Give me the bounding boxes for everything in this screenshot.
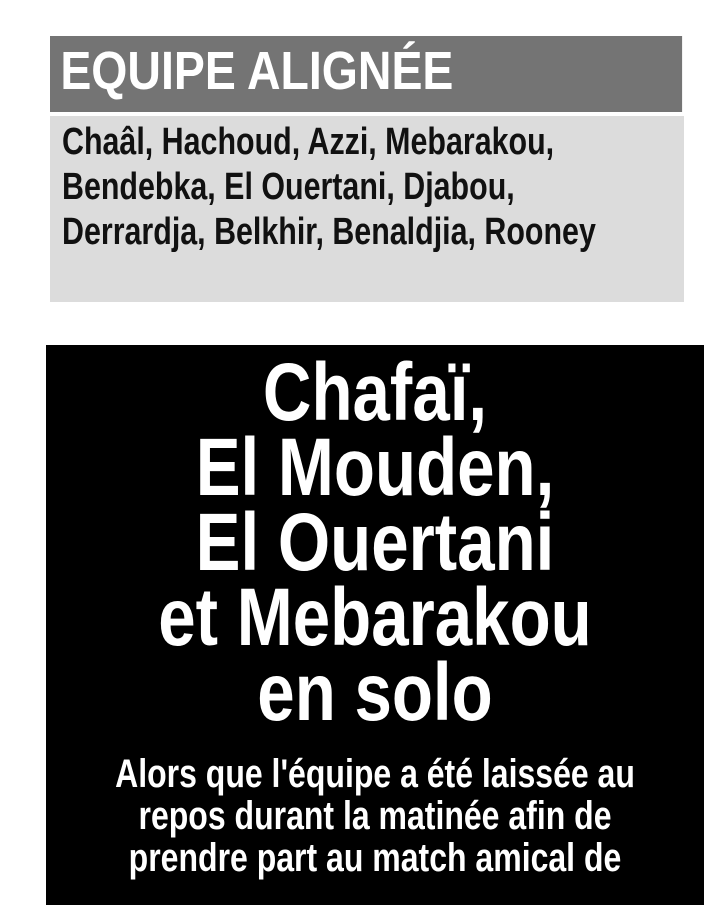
lineup-body bbox=[50, 116, 684, 302]
headline-line: Chafaï, bbox=[262, 347, 488, 438]
article-lede bbox=[46, 753, 704, 879]
lineup-header bbox=[50, 36, 682, 112]
lede-line: repos durant la matinée afin de bbox=[138, 794, 612, 838]
headline-line: en solo bbox=[257, 647, 493, 738]
lineup-box bbox=[50, 36, 684, 302]
headline-line: El Mouden, bbox=[195, 422, 555, 513]
article-box bbox=[46, 345, 704, 905]
lede-line: prendre part au match amical de bbox=[128, 836, 622, 880]
article-headline bbox=[46, 347, 704, 738]
lineup-title: EQUIPE ALIGNÉE bbox=[60, 41, 454, 101]
headline-line: El Ouertani bbox=[195, 497, 555, 588]
lede-line: Alors que l'équipe a été laissée au bbox=[115, 752, 635, 796]
lineup-players: Chaâl, Hachoud, Azzi, Mebarakou, Bendebka, El Ouertani, Djabou, Derrardja, Belkhir, Benaldjia, Rooney bbox=[62, 121, 596, 253]
headline-line: et Mebarakou bbox=[158, 572, 592, 663]
